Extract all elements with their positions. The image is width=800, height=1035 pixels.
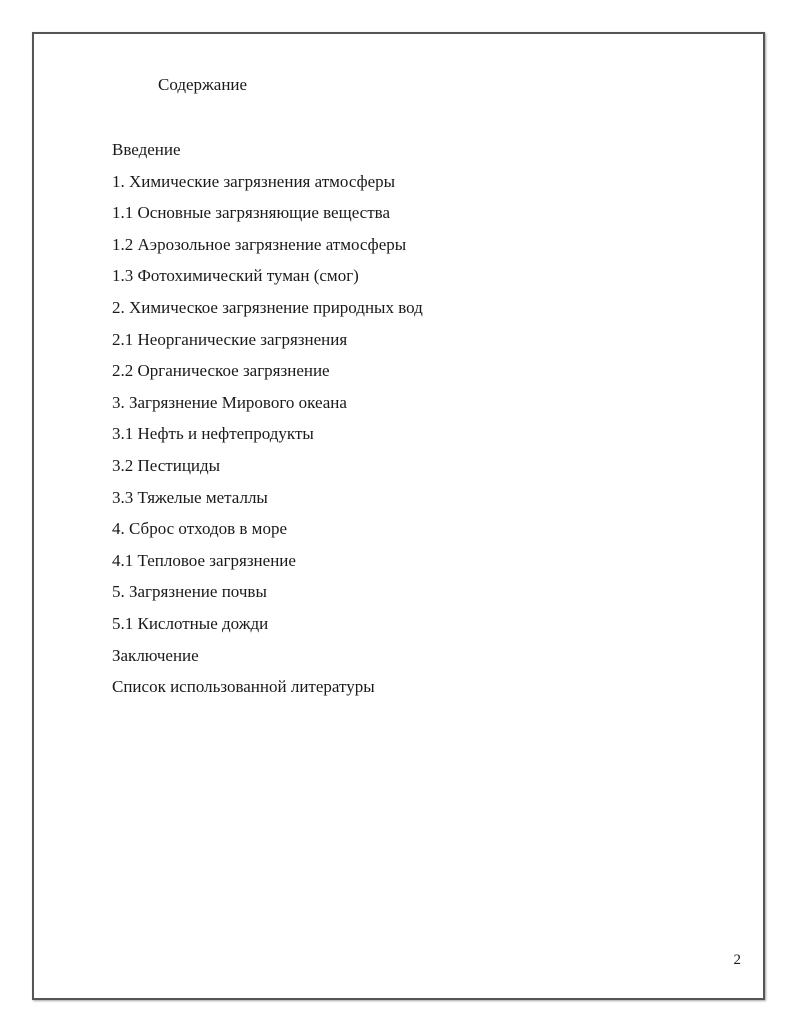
toc-entry-conclusion: Заключение	[112, 645, 199, 665]
toc-entry-1-3: 1.3 Фотохимический туман (смог)	[112, 266, 359, 286]
toc-entry-1-2: 1.2 Аэрозольное загрязнение атмосферы	[112, 234, 407, 254]
toc-entry-5-1: 5.1 Кислотные дожди	[112, 613, 269, 633]
toc-entry-3-3: 3.3 Тяжелые металлы	[112, 487, 268, 507]
toc-entry-introduction: Введение	[112, 140, 181, 159]
toc-entry-2: 2. Химическое загрязнение природных вод	[112, 297, 423, 317]
toc-entry-3-1: 3.1 Нефть и нефтепродукты	[112, 424, 314, 444]
toc-list	[112, 139, 423, 708]
toc-entry-3: 3. Загрязнение Мирового океана	[112, 392, 347, 412]
toc-entry-1-1: 1.1 Основные загрязняющие вещества	[112, 203, 390, 223]
toc-entry-3-2: 3.2 Пестициды	[112, 455, 221, 475]
toc-entry-2-2: 2.2 Органическое загрязнение	[112, 361, 330, 381]
toc-entry-5: 5. Загрязнение почвы	[112, 582, 267, 602]
toc-entry-4-1: 4.1 Тепловое загрязнение	[112, 550, 296, 570]
page-number: 2	[733, 952, 741, 968]
toc-entry-1: 1. Химические загрязнения атмосферы	[112, 171, 396, 191]
toc-entry-2-1: 2.1 Неорганические загрязнения	[112, 329, 348, 349]
toc-entry-4: 4. Сброс отходов в море	[112, 519, 287, 539]
toc-entry-references: Список использованной литературы	[112, 677, 375, 697]
document-page	[32, 32, 765, 1000]
toc-title: Содержание	[158, 75, 248, 94]
